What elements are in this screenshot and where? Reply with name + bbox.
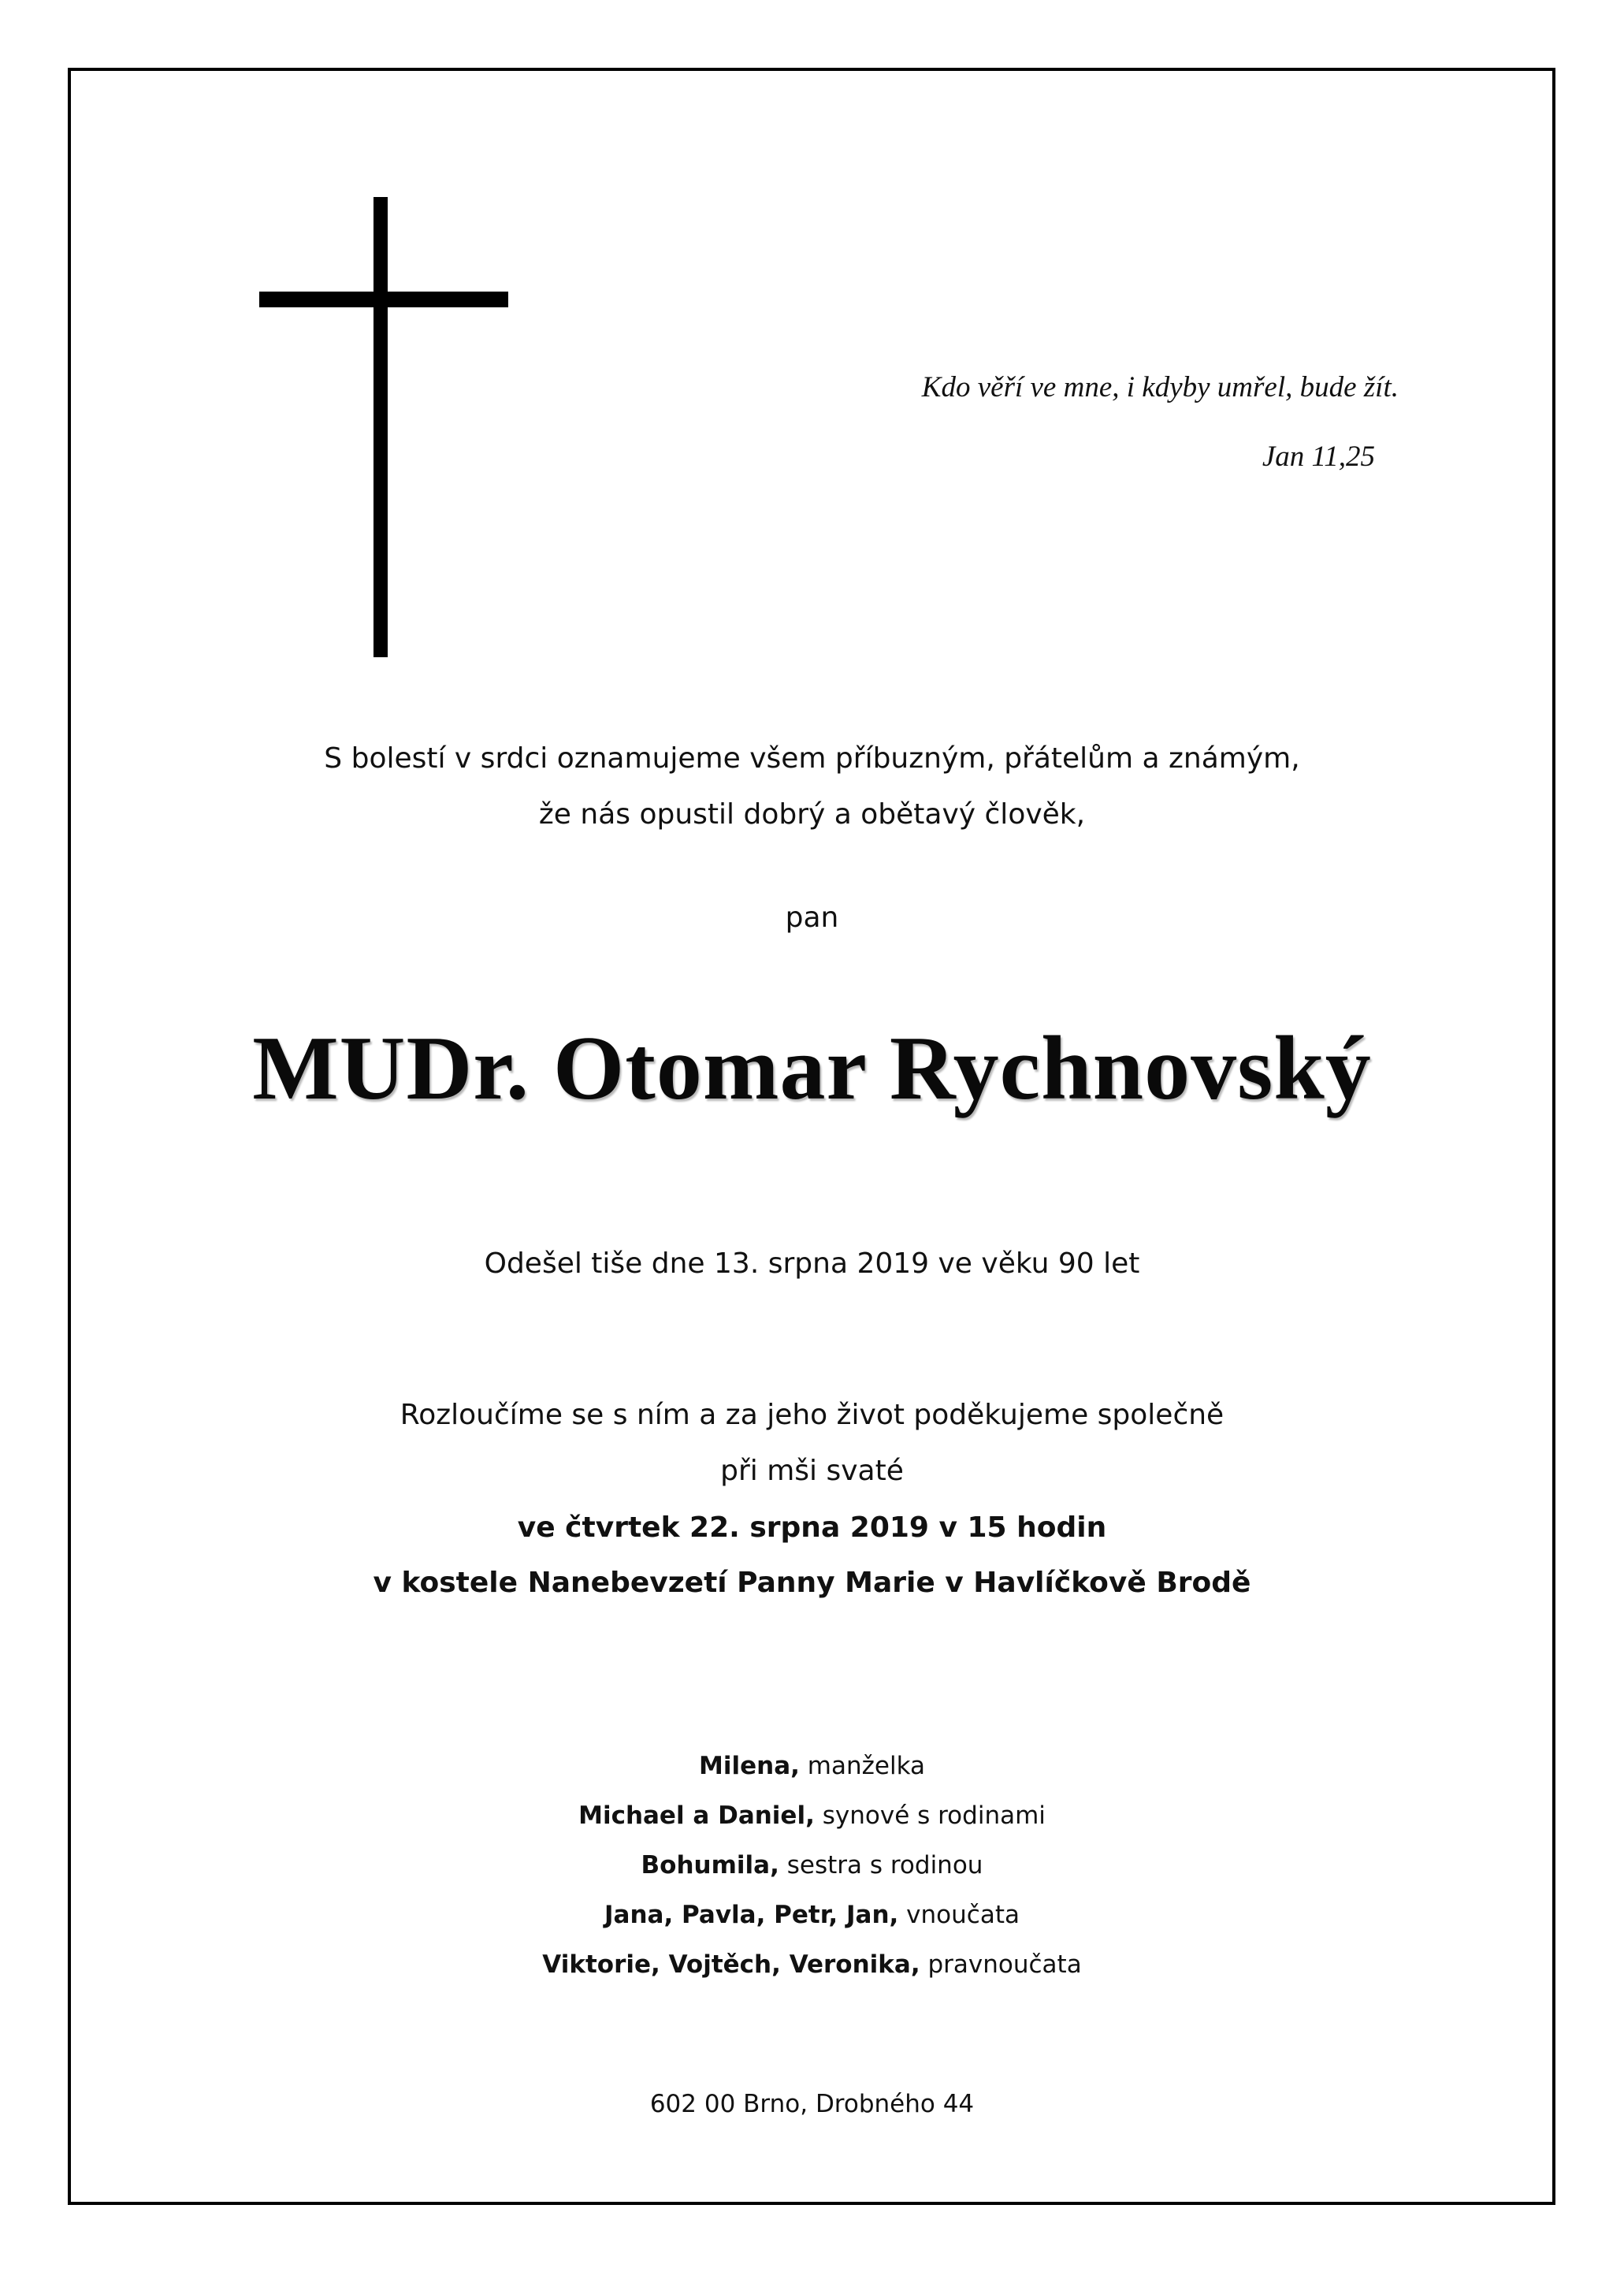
announcement-line-1: S bolestí v srdci oznamujeme všem příbuzným, přátelům a známým, [324, 742, 1300, 775]
family-row [0, 1801, 1624, 1830]
family-row [0, 1901, 1624, 1929]
deceased-name: MUDr. Otomar Rychnovský [252, 1018, 1372, 1119]
ceremony-date: ve čtvrtek 22. srpna 2019 v 15 hodin [517, 1511, 1107, 1544]
family-row [0, 1851, 1624, 1879]
family-names: Milena, [699, 1752, 800, 1780]
family-relation: vnoučata [906, 1901, 1020, 1929]
ceremony-place: v kostele Nanebevzetí Panny Marie v Havlíčkově Brodě [373, 1567, 1251, 1599]
family-relation: pravnoučata [927, 1950, 1082, 1979]
salutation: pan [785, 902, 839, 934]
family-relation: sestra s rodinou [786, 1851, 983, 1879]
family-names: Jana, Pavla, Petr, Jan, [604, 1901, 899, 1929]
family-names: Bohumila, [641, 1851, 779, 1879]
family-names: Michael a Daniel, [578, 1801, 815, 1830]
address: 602 00 Brno, Drobného 44 [649, 2090, 975, 2118]
cross-horizontal-beam [259, 292, 508, 307]
family-relation: synové s rodinami [822, 1801, 1046, 1830]
bible-quote: Kdo věří ve mne, i kdyby umřel, bude žít. [921, 371, 1399, 403]
family-row [0, 1950, 1624, 1979]
family-relation: manželka [807, 1752, 925, 1780]
ceremony-line-1: Rozloučíme se s ním a za jeho život poděkujeme společně [399, 1399, 1225, 1431]
bible-quote-reference: Jan 11,25 [1262, 441, 1375, 473]
family-row [0, 1752, 1624, 1780]
cross-vertical-beam [373, 197, 388, 657]
family-names: Viktorie, Vojtěch, Veronika, [542, 1950, 920, 1979]
ceremony-line-2: při mši svaté [720, 1455, 904, 1487]
death-info: Odešel tiše dne 13. srpna 2019 ve věku 90 let [484, 1247, 1140, 1280]
announcement-line-2: že nás opustil dobrý a obětavý člověk, [538, 798, 1086, 831]
